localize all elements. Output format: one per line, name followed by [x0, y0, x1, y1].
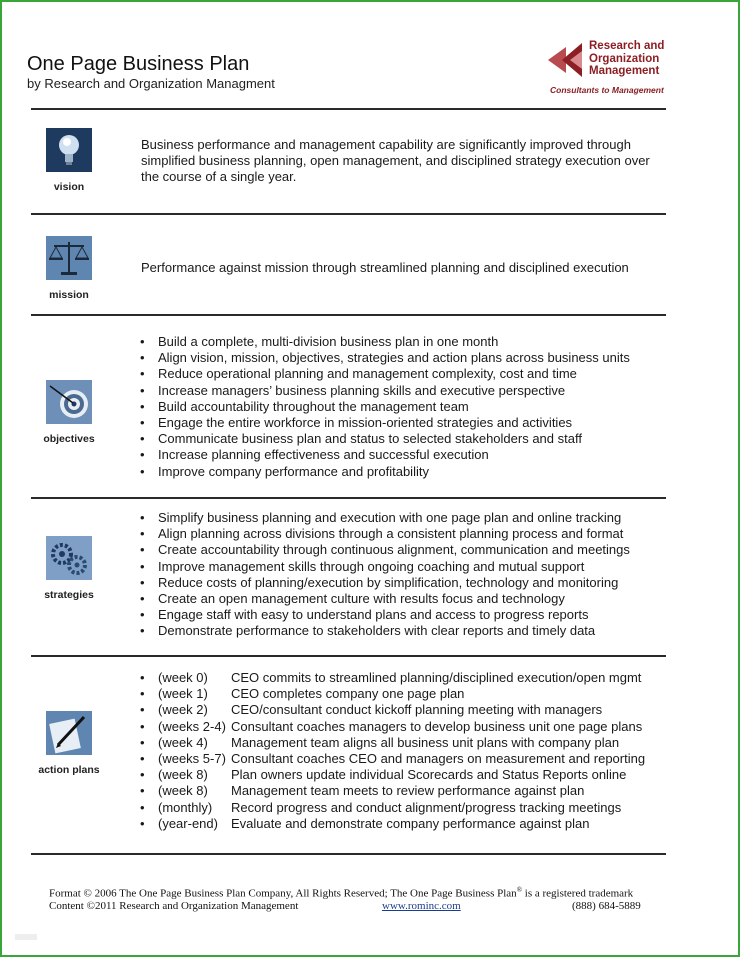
objectives-label: objectives: [43, 433, 95, 445]
divider: [31, 853, 666, 855]
logo-tagline: Consultants to Management: [550, 85, 664, 95]
corner-mark: [15, 934, 37, 940]
action-what: Record progress and conduct alignment/progress tracking meetings: [231, 799, 622, 815]
divider: [31, 655, 666, 657]
action-when: (weeks 5-7): [158, 751, 226, 767]
phone-number: (888) 684-5889: [572, 900, 641, 912]
divider: [31, 497, 666, 499]
action-plans-label: action plans: [38, 764, 100, 776]
list-item: • Simplify business planning and execution with one page plan and online tracking: [140, 510, 670, 526]
action-what: Plan owners update individual Scorecards and Status Reports online: [231, 767, 627, 783]
action-when: (week 8): [158, 783, 208, 799]
action-what: Management team aligns all business unit plans with company plan: [231, 734, 620, 750]
website-link[interactable]: www.rominc.com: [382, 900, 461, 912]
action-when: (week 1): [158, 686, 208, 702]
action-what: Consultant coaches managers to develop business unit one page plans: [231, 718, 643, 734]
list-item: • Align planning across divisions through a consistent planning process and format: [140, 526, 670, 542]
list-item: • Build accountability throughout the management team: [140, 399, 670, 415]
strategies-icon-box: [22, 536, 116, 601]
objectives-icon-box: [22, 380, 116, 445]
footer-copyright: [49, 886, 633, 900]
strategies-label: strategies: [44, 589, 94, 601]
mission-label: mission: [49, 289, 89, 301]
list-item: • Improve company performance and profitability: [140, 464, 670, 480]
page-subtitle: by Research and Organization Managment: [27, 76, 275, 91]
list-item: • Communicate business plan and status to selected stakeholders and staff: [140, 431, 670, 447]
action-when: (year-end): [158, 815, 218, 831]
gears-icon: [46, 536, 92, 580]
action-plans-icon-box: [22, 711, 116, 776]
pen-icon: [46, 711, 92, 755]
list-item: [140, 702, 670, 718]
list-item: • Create accountability through continuous alignment, communication and meetings: [140, 542, 670, 558]
mission-text: Performance against mission through streamlined planning and disciplined execution: [141, 260, 629, 275]
lightbulb-icon: [46, 128, 92, 172]
list-item: [140, 800, 670, 816]
list-item: [140, 751, 670, 767]
logo-line-2: Organization: [589, 52, 660, 65]
logo-line-3: Management: [589, 65, 660, 77]
list-item: [140, 670, 670, 686]
list-item: [140, 686, 670, 702]
footer-trademark-text: is a registered trademark: [522, 887, 634, 900]
action-what: CEO commits to streamlined planning/disciplined execution/open mgmt: [231, 670, 642, 685]
list-item: • Align vision, mission, objectives, strategies and action plans across business units: [140, 350, 670, 366]
action-when: (monthly): [158, 799, 213, 815]
objectives-list: [140, 334, 670, 480]
strategies-list: [140, 510, 670, 640]
divider: [31, 314, 666, 316]
list-item: • Improve management skills through ongoing coaching and mutual support: [140, 559, 670, 575]
action-when: (weeks 2-4): [158, 718, 226, 734]
divider: [31, 213, 666, 215]
vision-text: Business performance and management capability are significantly improved through simplified business planning, open management, and disciplined strategy execution over the course of a single year.: [141, 137, 650, 185]
action-what: CEO completes company one page plan: [231, 686, 465, 702]
list-item: • Increase managers’ business planning skills and executive perspective: [140, 383, 670, 399]
footer-content-credit: Content ©2011 Research and Organization Management: [49, 900, 299, 912]
company-logo: [548, 40, 678, 98]
footer-contact: [49, 900, 641, 912]
list-item: • Demonstrate performance to stakeholders with clear reports and timely data: [140, 623, 670, 639]
list-item: [140, 767, 670, 783]
action-what: Management team meets to review performance against plan: [231, 783, 585, 799]
action-what: CEO/consultant conduct kickoff planning meeting with managers: [231, 702, 603, 718]
vision-label: vision: [53, 181, 85, 193]
footer-format-text: Format © 2006 The One Page Business Plan Company, All Rights Reserved; The One Page Business Plan: [49, 887, 517, 900]
page-title: One Page Business Plan: [27, 53, 250, 75]
list-item: [140, 783, 670, 799]
list-item: [140, 719, 670, 735]
arrow-logo-icon: [548, 41, 584, 79]
divider: [31, 108, 666, 110]
action-when: (week 2): [158, 702, 208, 718]
vision-icon-box: [22, 128, 116, 193]
registered-mark: ®: [516, 886, 523, 894]
action-when: (week 4): [158, 734, 208, 750]
target-icon: [46, 380, 92, 424]
action-plans-list: [140, 670, 670, 832]
list-item: • Engage the entire workforce in mission-oriented strategies and activities: [140, 415, 670, 431]
action-what: Evaluate and demonstrate company performance against plan: [231, 815, 590, 831]
mission-icon-box: [22, 236, 116, 301]
action-what: Consultant coaches CEO and managers on measurement and reporting: [231, 751, 646, 767]
list-item: [140, 816, 670, 832]
list-item: • Increase planning effectiveness and successful execution: [140, 447, 670, 463]
action-when: (week 8): [158, 767, 208, 783]
list-item: • Engage staff with easy to understand plans and access to progress reports: [140, 607, 670, 623]
logo-line-1: Research and: [589, 40, 665, 52]
list-item: • Reduce costs of planning/execution by simplification, technology and monitoring: [140, 575, 670, 591]
list-item: • Reduce operational planning and management complexity, cost and time: [140, 366, 670, 382]
scales-icon: [46, 236, 92, 280]
list-item: • Create an open management culture with results focus and technology: [140, 591, 670, 607]
action-when: (week 0): [158, 670, 208, 685]
list-item: [140, 735, 670, 751]
list-item: • Build a complete, multi-division business plan in one month: [140, 334, 670, 350]
